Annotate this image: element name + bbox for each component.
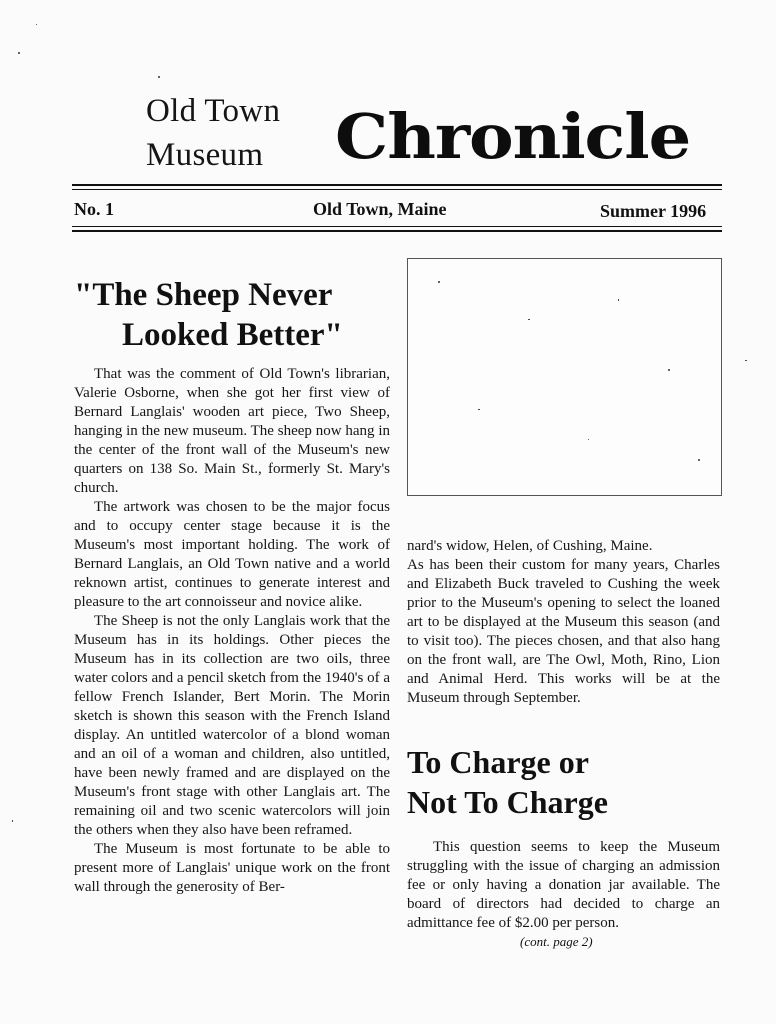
charge-paragraph: This question seems to keep the Museum struggling with the issue of charging an admission fee or only having a donation jar available. The board of directors had decided to charge an admittance fee of $2.00 per person. (407, 839, 720, 931)
charge-headline-line-1: To Charge or (407, 744, 589, 780)
article-continued-paragraph: nard's widow, Helen, of Cushing, Maine. (407, 538, 653, 554)
scan-speck (158, 76, 160, 78)
masthead-rule-top-thin (72, 189, 722, 190)
scan-speck (12, 820, 13, 822)
charge-headline (407, 742, 727, 822)
scan-speck (36, 24, 37, 25)
article-right-column (407, 537, 720, 708)
masthead-old-town: Old Town (146, 93, 281, 129)
article-paragraph-2: The artwork was chosen to be the major focus and to occupy center stage because it is the Museum's most important holding. The work of Bernard Langlais, an Old Town native and a world reknown artist, continues to generate interest and pleasure to the art connoisseur and novice alike. (74, 499, 390, 610)
headline-line-1: "The Sheep Never (74, 277, 333, 313)
article-paragraph-buck: As has been their custom for many years, Charles and Elizabeth Buck traveled to Cushing the week prior to the Museum's opening to select the loaned art to be displayed at the Museum this season (and to visit too). The pieces chosen, and that also hang on the front wall, are The Owl, Moth, Rino, Lion and Animal Herd. This works will be at the Museum through September. (407, 557, 720, 706)
continued-note: (cont. page 2) (520, 934, 593, 949)
article-left-column (74, 365, 390, 897)
masthead-chronicle: Chronicle (335, 100, 691, 173)
article-paragraph-1: That was the comment of Old Town's librarian, Valerie Osborne, when she got her first view of Bernard Langlais' wooden art piece, Two Sheep, hanging in the new museum. The sheep now hang in the center of the front wall of the Museum's new quarters on 138 So. Main St., formerly St. Mary's church. (74, 366, 390, 496)
issue-season: Summer 1996 (600, 201, 707, 221)
charge-column (407, 838, 720, 933)
photo-frame (407, 258, 722, 496)
article-paragraph-3: The Sheep is not the only Langlais work that the Museum has in its holdings. Other pieces the Museum has in its collection are two oils, three water colors and a pencil sketch from the 1940's of a fellow French Islander, Bert Morin. The Morin sketch is shown this season with the French Island display. An untitled watercolor of a blond woman and an oil of a woman and children, also untitled, have been newly framed and are displayed on the Museum's front stage with other Langlais art. The remaining oil and two scenic watercolors will join the others when they also have been reframed. (74, 613, 390, 838)
issue-rule-bottom (72, 230, 722, 232)
issue-rule-bottom-thin (72, 226, 722, 227)
charge-headline-line-2: Not To Charge (407, 784, 608, 820)
article-paragraph-4: The Museum is most fortunate to be able to present more of Langlais' unique work on the front wall through the generosity of Ber- (74, 841, 390, 895)
issue-place: Old Town, Maine (313, 199, 447, 219)
masthead-rule-top (72, 184, 722, 186)
headline-line-2: Looked Better" (122, 317, 343, 353)
scan-speck (18, 52, 20, 54)
scan-speck (745, 360, 747, 361)
article-headline (74, 275, 394, 355)
issue-number: No. 1 (74, 199, 114, 219)
masthead-museum: Museum (146, 137, 264, 173)
